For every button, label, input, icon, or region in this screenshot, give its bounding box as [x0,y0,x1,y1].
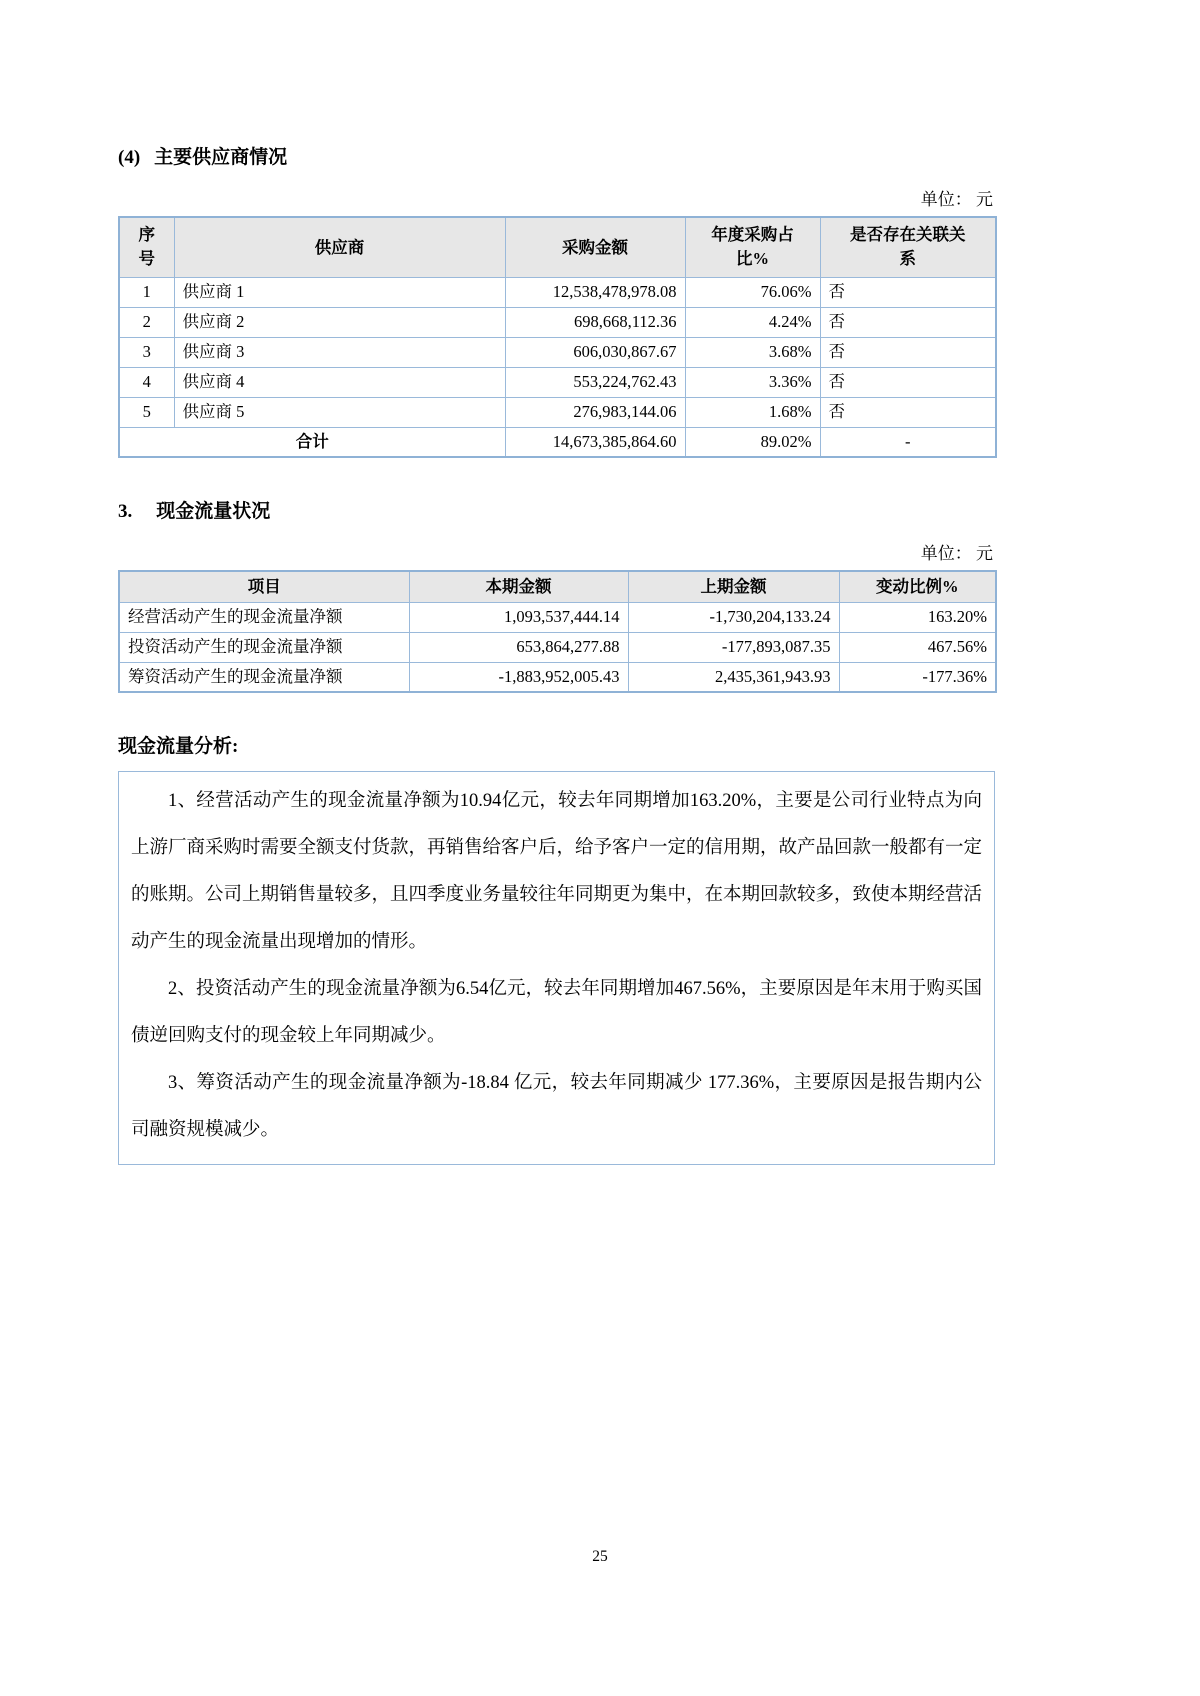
supplier-total-row [119,427,996,457]
unit-label: 单位： 元 [920,190,993,209]
supplier-row-related-cell: 否 [820,397,996,427]
supplier-row [119,307,996,337]
cashflow-row [119,632,996,662]
page-content [118,0,995,1165]
supplier-row-amount-cell: 606,030,867.67 [505,337,685,367]
supplier-row [119,337,996,367]
cashflow-table [118,570,997,693]
supplier-row-related-cell: 否 [820,307,996,337]
section-title: 现金流量状况 [156,501,271,522]
supplier-row [119,397,996,427]
cashflow-row-current-cell: 653,864,277.88 [409,632,628,662]
section-heading-cashflow [118,496,995,523]
supplier-row-no-cell: 4 [119,367,174,397]
supplier-row-pct-cell: 4.24% [685,307,820,337]
supplier-row-name-cell: 供应商 2 [174,307,505,337]
cashflow-row-previous-cell: 2,435,361,943.93 [628,662,839,692]
section-heading-suppliers [118,142,995,169]
cashflow-row-change-cell: -177.36% [839,662,996,692]
supplier-row-amount-cell: 698,668,112.36 [505,307,685,337]
column-header-previous: 上期金额 [628,571,839,602]
supplier-row-related-cell: 否 [820,277,996,307]
supplier-row-related-cell: 否 [820,367,996,397]
column-header-no: 序号 [119,217,174,277]
supplier-row-related-cell: 否 [820,337,996,367]
supplier-row-pct-cell: 3.68% [685,337,820,367]
supplier-row-name-cell: 供应商 5 [174,397,505,427]
total-related-cell: - [820,427,996,457]
supplier-table [118,216,997,458]
supplier-row-no-cell: 2 [119,307,174,337]
supplier-row-name-cell: 供应商 1 [174,277,505,307]
unit-label: 单位： 元 [920,544,993,563]
supplier-table-header-row [119,217,996,277]
supplier-row-name-cell: 供应商 4 [174,367,505,397]
cashflow-row-change-cell: 163.20% [839,602,996,632]
total-pct-cell: 89.02% [685,427,820,457]
analysis-paragraph-3: 3、筹资活动产生的现金流量净额为-18.84 亿元，较去年同期减少 177.36%，主要原因是报告期内公司融资规模减少。 [131,1073,982,1141]
supplier-row [119,277,996,307]
supplier-row-no-cell: 3 [119,337,174,367]
cashflow-row-change-cell: 467.56% [839,632,996,662]
column-header-related: 是否存在关联关系 [820,217,996,277]
cashflow-row [119,662,996,692]
cashflow-row-current-cell: 1,093,537,444.14 [409,602,628,632]
analysis-paragraph-1: 1、经营活动产生的现金流量净额为10.94亿元，较去年同期增加163.20%，主要是公司行业特点为向上游厂商采购时需要全额支付货款，再销售给客户后，给予客户一定的信用期，故产品回款一般都有一定的账期。公司上期销售量较多，且四季度业务量较往年同期更为集中，在本期回款较多，致使本期经营活动产生的现金流量出现增加的情形。 [131,791,983,953]
section-number: (4) [118,147,141,168]
total-amount-cell: 14,673,385,864.60 [505,427,685,457]
column-header-supplier: 供应商 [174,217,505,277]
cashflow-row-item-cell: 投资活动产生的现金流量净额 [119,632,409,662]
supplier-row-amount-cell: 12,538,478,978.08 [505,277,685,307]
analysis-heading: 现金流量分析: [118,736,239,758]
supplier-row-name-cell: 供应商 3 [174,337,505,367]
supplier-row-pct-cell: 3.36% [685,367,820,397]
supplier-row-pct-cell: 1.68% [685,397,820,427]
supplier-row [119,367,996,397]
supplier-row-amount-cell: 276,983,144.06 [505,397,685,427]
column-header-pct: 年度采购占比% [685,217,820,277]
analysis-text-box [118,771,995,1165]
cashflow-row-previous-cell: -1,730,204,133.24 [628,602,839,632]
page-number: 25 [592,1548,608,1565]
supplier-row-amount-cell: 553,224,762.43 [505,367,685,397]
column-header-item: 项目 [119,571,409,602]
cashflow-row-item-cell: 经营活动产生的现金流量净额 [119,602,409,632]
supplier-row-no-cell: 5 [119,397,174,427]
cashflow-table-header-row [119,571,996,602]
supplier-row-no-cell: 1 [119,277,174,307]
column-header-change: 变动比例% [839,571,996,602]
analysis-paragraph-2: 2、投资活动产生的现金流量净额为6.54亿元，较去年同期增加467.56%，主要原因是年末用于购买国债逆回购支付的现金较上年同期减少。 [131,979,982,1047]
supplier-row-pct-cell: 76.06% [685,277,820,307]
cashflow-row-previous-cell: -177,893,087.35 [628,632,839,662]
cashflow-row-current-cell: -1,883,952,005.43 [409,662,628,692]
section-number: 3. [118,501,133,522]
total-label-cell: 合计 [119,427,505,457]
column-header-current: 本期金额 [409,571,628,602]
column-header-amount: 采购金额 [505,217,685,277]
section-title: 主要供应商情况 [154,147,288,168]
cashflow-row [119,602,996,632]
cashflow-row-item-cell: 筹资活动产生的现金流量净额 [119,662,409,692]
